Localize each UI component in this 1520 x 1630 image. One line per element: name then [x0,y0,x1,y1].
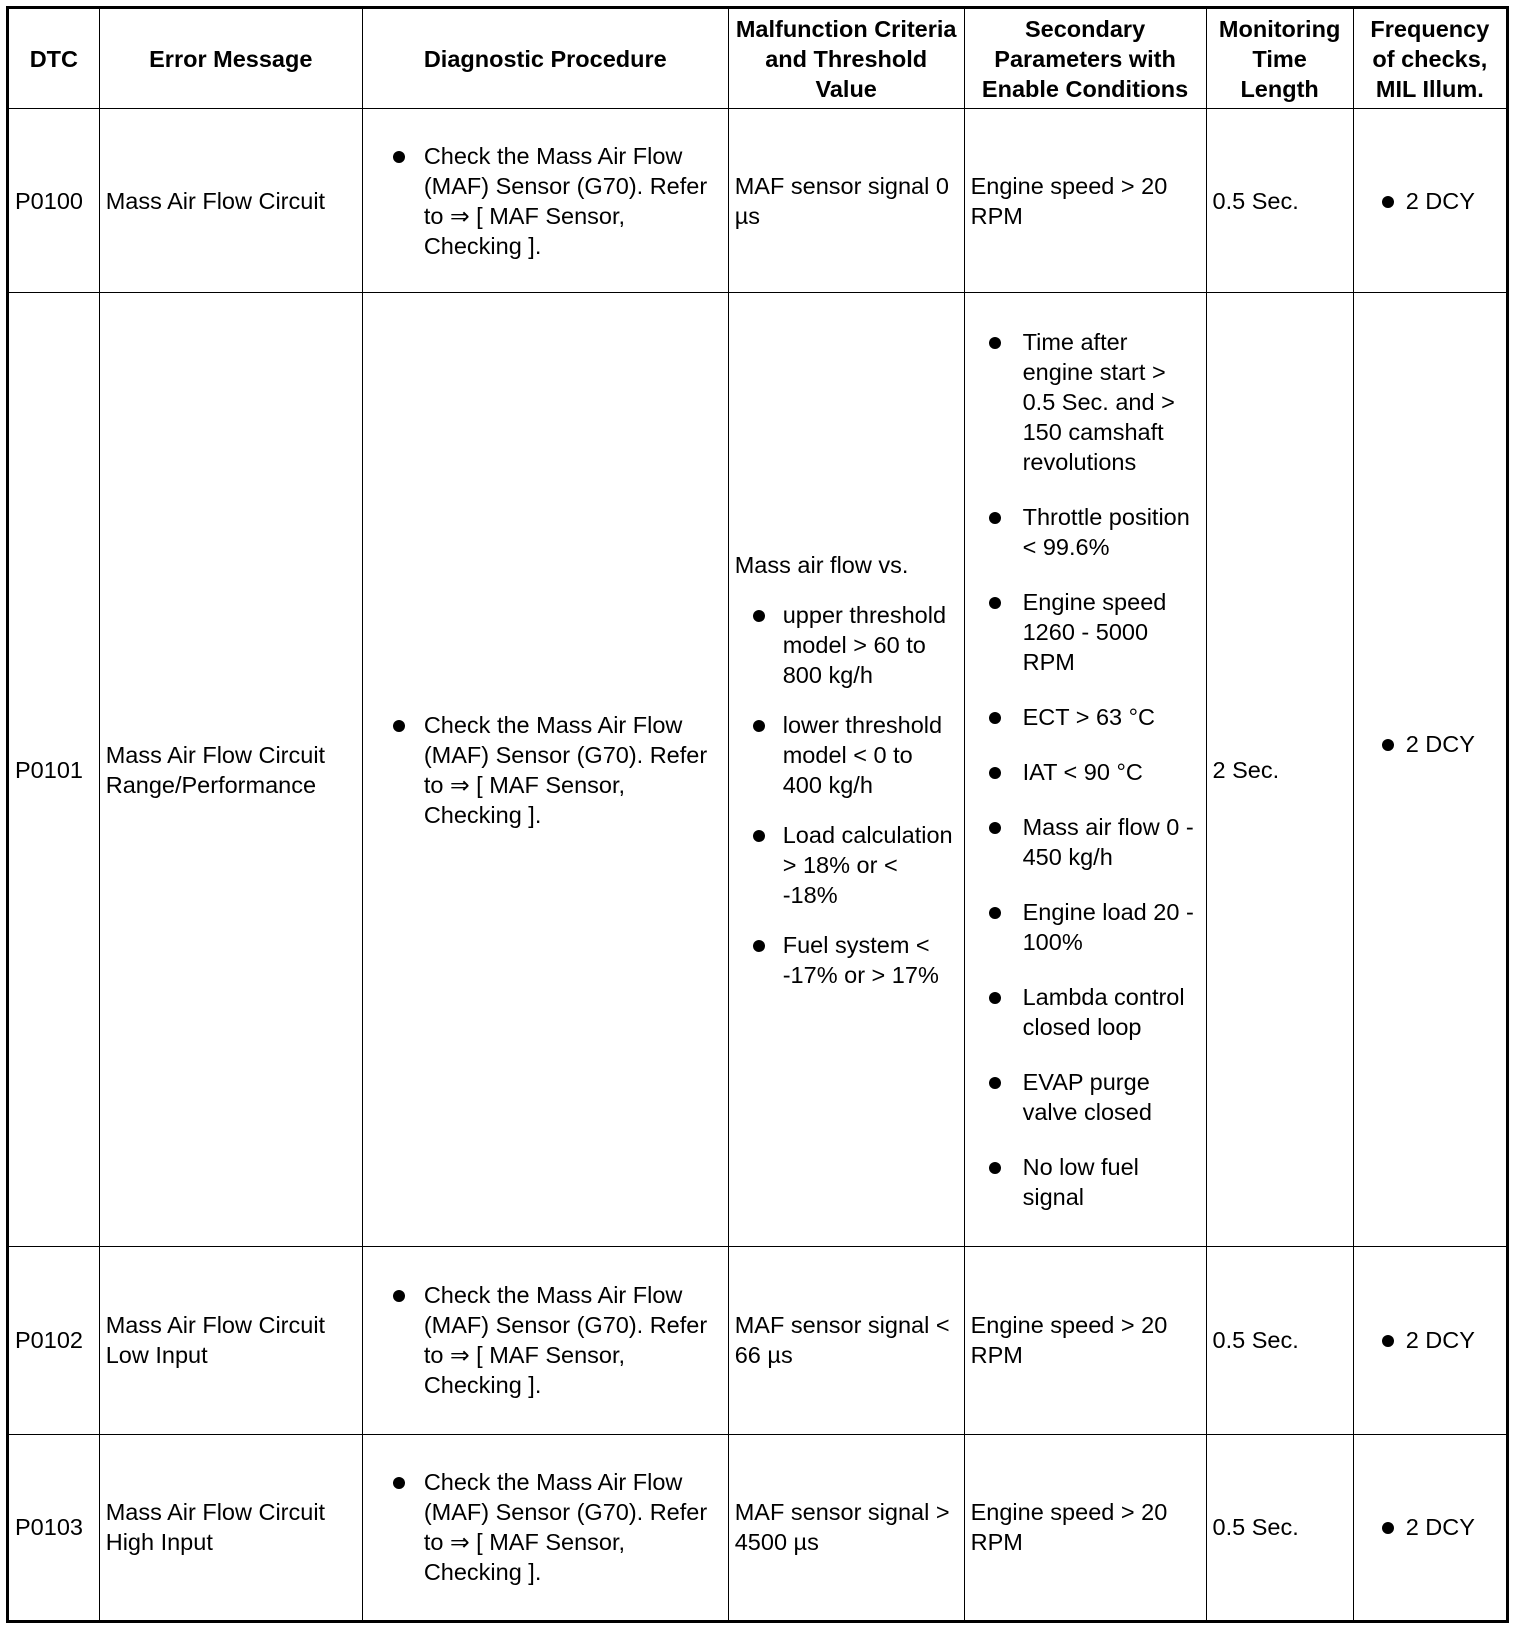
secondary-item: Mass air flow 0 - 450 kg/h [971,812,1200,872]
secondary-parameters [964,293,1206,1247]
procedure-item: Check the Mass Air Flow (MAF) Sensor (G70). Refer to ⇒ [ MAF Sensor, Checking ]. [369,1467,722,1587]
frequency-list [1360,186,1500,216]
malfunction-criteria: MAF sensor signal 0 µs [728,109,964,293]
secondary-parameters: Engine speed > 20 RPM [964,109,1206,293]
monitoring-time: 0.5 Sec. [1206,109,1353,293]
malfunction-item: lower threshold model < 0 to 400 kg/h [735,710,958,800]
header-row [8,8,1508,109]
secondary-item: Time after engine start > 0.5 Sec. and > 150 camshaft revolutions [971,327,1200,477]
frequency-list [1360,1512,1500,1542]
procedure-list [369,710,722,830]
malfunction-item: upper threshold model > 60 to 800 kg/h [735,600,958,690]
secondary-item: Throttle position < 99.6% [971,502,1200,562]
malfunction-item: Fuel system < -17% or > 17% [735,930,958,990]
diagnostic-procedure [362,1434,728,1621]
secondary-item: Lambda control closed loop [971,982,1200,1042]
procedure-list [369,1467,722,1587]
secondary-item: EVAP purge valve closed [971,1067,1200,1127]
header-frequency: Frequency of checks, MIL Illum. [1353,8,1507,109]
frequency-item: 2 DCY [1360,1325,1500,1355]
frequency-cell [1353,293,1507,1247]
header-error-message: Error Message [99,8,362,109]
secondary-list [971,327,1200,1212]
diagnostic-procedure [362,293,728,1247]
monitoring-time: 2 Sec. [1206,293,1353,1247]
error-message: Mass Air Flow Circuit [99,109,362,293]
malfunction-criteria: MAF sensor signal < 66 µs [728,1247,964,1434]
frequency-list [1360,729,1500,759]
monitoring-time: 0.5 Sec. [1206,1434,1353,1621]
frequency-cell [1353,109,1507,293]
dtc-code: P0102 [8,1247,100,1434]
malfunction-intro: Mass air flow vs. [734,551,909,578]
header-dtc: DTC [8,8,100,109]
dtc-table [6,6,1509,1623]
diagnostic-procedure [362,1247,728,1434]
header-secondary-parameters: Secondary Parameters with Enable Conditions [964,8,1206,109]
procedure-list [369,141,722,261]
diagnostic-procedure [362,109,728,293]
secondary-item: ECT > 63 °C [971,702,1200,732]
malfunction-list [735,600,958,990]
dtc-code: P0103 [8,1434,100,1621]
secondary-item: Engine load 20 - 100% [971,897,1200,957]
frequency-cell [1353,1247,1507,1434]
procedure-item: Check the Mass Air Flow (MAF) Sensor (G70). Refer to ⇒ [ MAF Sensor, Checking ]. [369,710,722,830]
malfunction-item: Load calculation > 18% or < -18% [735,820,958,910]
malfunction-criteria [728,293,964,1247]
monitoring-time: 0.5 Sec. [1206,1247,1353,1434]
frequency-item: 2 DCY [1360,1512,1500,1542]
header-malfunction-criteria: Malfunction Criteria and Threshold Value [728,8,964,109]
secondary-parameters: Engine speed > 20 RPM [964,1247,1206,1434]
procedure-list [369,1280,722,1400]
dtc-code: P0100 [8,109,100,293]
table-row [8,109,1508,293]
malfunction-criteria: MAF sensor signal > 4500 µs [728,1434,964,1621]
table-row [8,1247,1508,1434]
dtc-code: P0101 [8,293,100,1247]
secondary-item: No low fuel signal [971,1152,1200,1212]
secondary-item: IAT < 90 °C [971,757,1200,787]
frequency-item: 2 DCY [1360,729,1500,759]
secondary-item: Engine speed 1260 - 5000 RPM [971,587,1200,677]
table-row [8,1434,1508,1621]
secondary-parameters: Engine speed > 20 RPM [964,1434,1206,1621]
frequency-cell [1353,1434,1507,1621]
table-row [8,293,1508,1247]
header-diagnostic-procedure: Diagnostic Procedure [362,8,728,109]
procedure-item: Check the Mass Air Flow (MAF) Sensor (G70). Refer to ⇒ [ MAF Sensor, Checking ]. [369,1280,722,1400]
error-message: Mass Air Flow Circuit Range/Performance [99,293,362,1247]
procedure-item: Check the Mass Air Flow (MAF) Sensor (G70). Refer to ⇒ [ MAF Sensor, Checking ]. [369,141,722,261]
frequency-item: 2 DCY [1360,186,1500,216]
error-message: Mass Air Flow Circuit High Input [99,1434,362,1621]
header-monitoring-time: Monitoring Time Length [1206,8,1353,109]
frequency-list [1360,1325,1500,1355]
error-message: Mass Air Flow Circuit Low Input [99,1247,362,1434]
